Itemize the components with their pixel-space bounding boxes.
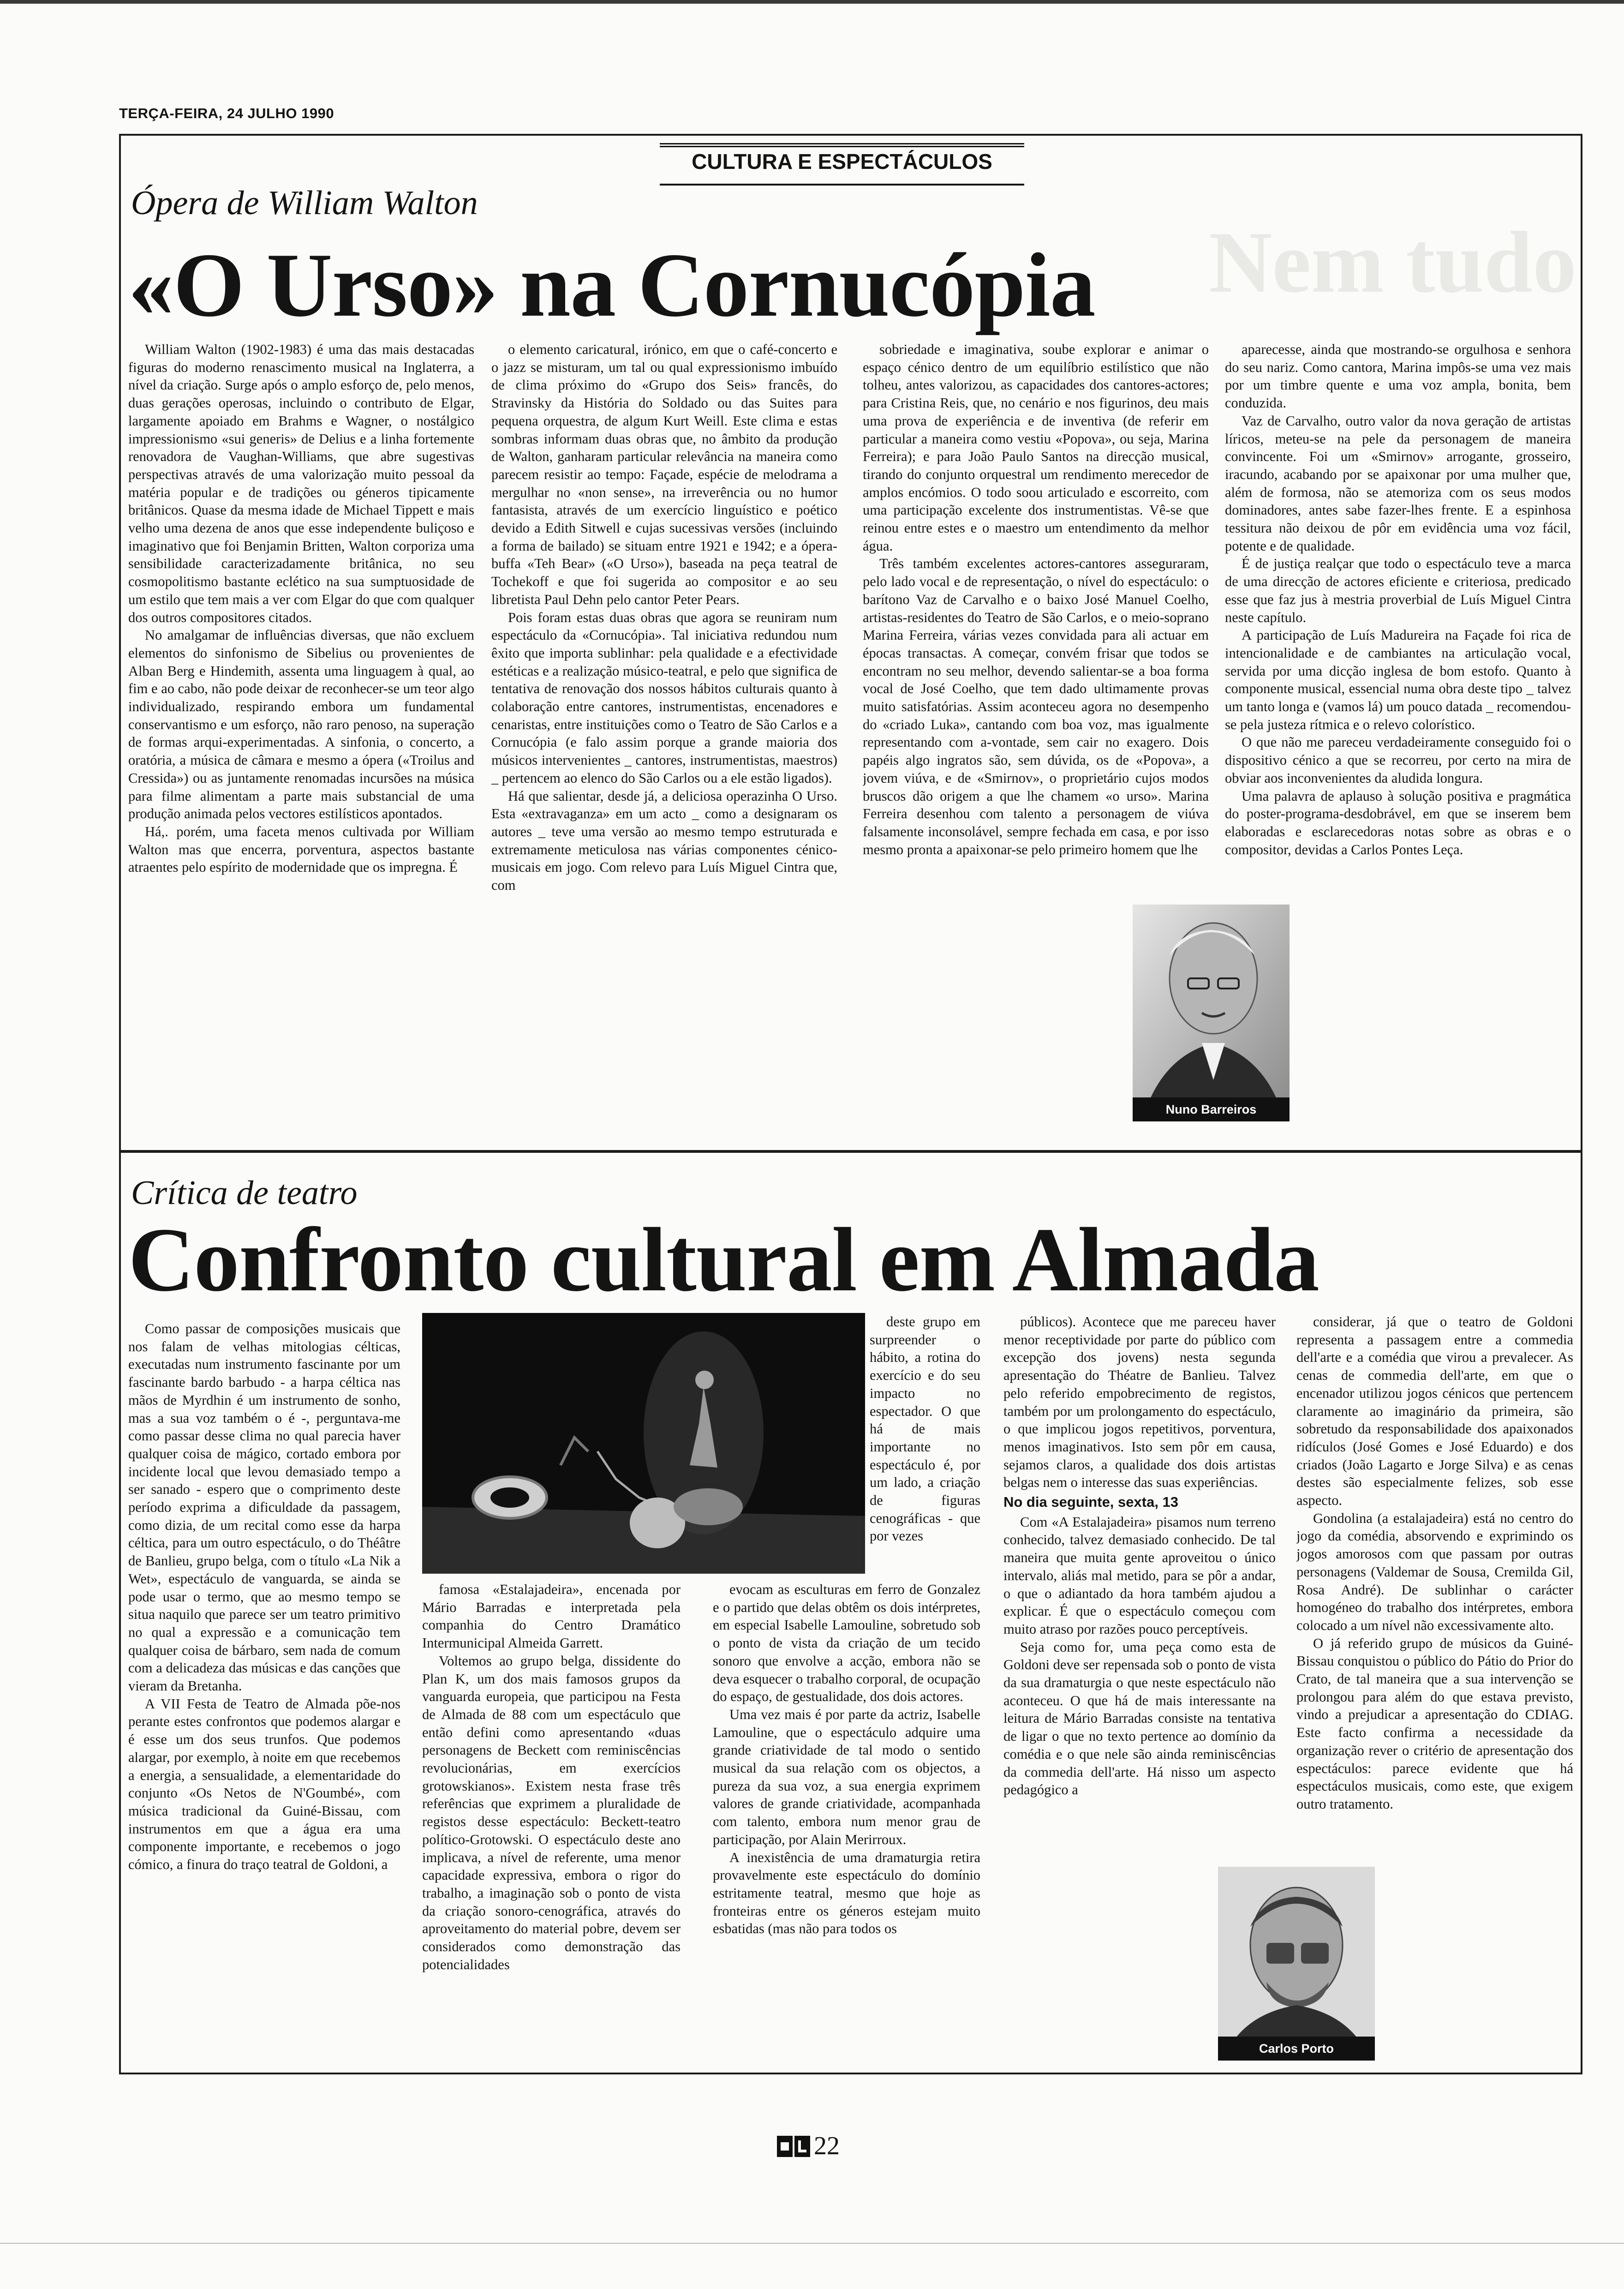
article1-photo-caption: Nuno Barreiros xyxy=(1133,1097,1290,1121)
article2-column-3-text: deste grupo em surpreender o hábito, a rotina do exercício e do seu impacto no espectador. O que há de mais importante no espectáculo é, por um lado, a criação de figuras cenográficas - que por vezes xyxy=(870,1314,980,1544)
article2-column-1-text: Como passar de composições musicais que nos falam de velhas mitologias célticas, executadas num instrumento fascinante por um fascinante bardo barbudo - a harpa céltica nas mãos de Myrdhin é um instrumento de sonho, mas a sua voz também o é -, perguntava-me como passar desse clima no qual parecia haver qualquer coisa de mágico, cortado embora por incidente local que levou demasiado tempo a ser sanado - espero que o comprimento deste período exprima a dificuldade da passagem, como dizia, de um recital como esse da harpa céltica, para um outro espectáculo, o do Théâtre de Banlieu, grupo belga, com o título «La Nik a Wet», espectáculo de vanguarda, se ainda se pode usar o termo, que ao mesmo tempo se situa naquilo que parece ser um teatro primitivo no qual a expressão e a comunicação tem qualquer coisa de bárbaro, sem nada de comum com a delicadeza das músicas e das canções que vieram da Bretanha. A VII Festa de Teatro de Almada põe-nos perante estes confrontos que podemos alargar e é esse um dos seus trunfos. Que podemos alargar, por exemplo, à noite em que recebemos a energia, a sensualidade, a elementaridade do conjunto «Os Netos de N'Goumbé», com música tradicional da Guiné-Bissau, com instrumentos em que a água era uma componente importante, e recebemos o jogo cómico, a finura do traço teatral de Goldoni, a xyxy=(128,1321,400,1873)
article2-column-5-text: considerar, já que o teatro de Goldoni representa a passagem entre a commedia dell'arte e a comédia que virou a prevalecer. As cenas de commedia dell'arte, em que o encenador utilizou jogos cénicos que pertencem claramente ao imaginário da primeira, são sobretudo da responsabilidade dos apaixonados ridículos (José Gomes e José Eduardo) e dos criados (João Lagarto e Jorge Silva) e as cenas destes são especialmente felizes, sob esse aspecto. Gondolina (a estalajadeira) está no centro do jogo da comédia, absorvendo e exprimindo os jogos amorosos com que passam por outras personagens (Valdemar de Sousa, Cremilda Gil, Rosa André). De sublinhar o carácter homogéneo do trabalho dos intérpretes, embora colocado a um nível não excessivamente alto. O já referido grupo de músicos da Guiné-Bissau conquistou o público do Pátio do Prior do Crato, de tal maneira que a sua intervenção se prolongou para além do que estava previsto, vindo a prejudicar a apresentação do CDIAG. Este facto confirma a necessidade da organização rever o critério de apresentação dos espectáculos: parece evidente que há espectáculos musicais, como este, que exigem outro tratamento. xyxy=(1296,1314,1573,1812)
article1-column-1-text: William Walton (1902-1983) é uma das mais destacadas figuras do moderno renascimento musical na Inglaterra, a nível da criação. Surge após o amplo esforço de, pelo menos, duas gerações operosas, incluindo o contributo de Elgar, largamente apoiado em Brahms e Wagner, o nostálgico impressionismo «sui generis» de Delius e a linha fortemente renovadora de Vaughan-Williams, que abre sugestivas perspectivas através de uma valorização muito pessoal da matéria popular e de tradições ou géneros tipicamente britânicos. Quase da mesma idade de Michael Tippett e mais velho uma dezena de anos que esse independente buliçoso e imaginativo que foi Benjamin Britten, Walton corporiza uma sensibilidade caracterizadamente britânica, no seu cosmopolitismo bastante eclético na sua sumptuosidade de um estilo que tem mais a ver com Elgar do que com qualquer dos outros compositores citados. No amalgamar de influências diversas, que não excluem elementos do sinfonismo de Sibelius ou provenientes de Alban Berg e Hindemith, assenta uma linguagem à qual, ao fim e ao cabo, não pode deixar de reconhecer-se um teor algo individualizado, respirando embora um fundamental conservantismo e um esforço, não raro penoso, na superação de formas arqui-experimentadas. A sinfonia, o concerto, a oratória, a música de câmara e mesmo a ópera («Troilus and Cressida») ou as juntamente renomadas incursões na música para filme alimentam a parte mais substancial de uma produção animada pelos vectores estilísticos apontados. Há,. porém, uma faceta menos cultivada por William Walton mas que encerra, porventura, aspectos bastante atraentes pelo espírito de modernidade que os impregna. É xyxy=(128,342,474,875)
article1-column-1 xyxy=(128,341,474,1139)
page-top-rule xyxy=(0,0,1624,4)
article2-column-2-text: famosa «Estalajadeira», encenada por Mário Barradas e interpretada pela companhia do Centro Dramático Intermunicipal Almeida Garrett. Voltemos ao grupo belga, dissidente do Plan K, um dos mais famosos grupos da vanguarda europeia, que participou na Festa de Almada de 88 com um espectáculo que então defini como apresentando «duas personagens de Beckett com reminiscências revolucionárias, em exercícios grotowskianos». Existem nesta frase três referências que exprimem a pluralidade de registos desse espectáculo: Beckett-teatro político-Grotowski. O espectáculo deste ano implicava, a nível de referente, uma menor capacidade expressiva, embora o rigor do trabalho, a imaginação sob o ponto de vista da criação sonoro-cenográfica, através do aproveitamento do material pobre, devem ser considerados como demonstração das potencialidades xyxy=(422,1582,681,1972)
portrait-image xyxy=(1218,1867,1375,2061)
page-number: 22 xyxy=(814,2132,840,2160)
article2-stage-photo xyxy=(422,1313,865,1574)
article1-column-4-text: aparecesse, ainda que mostrando-se orgulhosa e senhora do seu nariz. Como cantora, Marina impôs-se uma vez mais por um timbre quente e uma voz ampla, bonita, bem conduzida. Vaz de Carvalho, outro valor da nova geração de artistas líricos, meteu-se na pele da personagem de maneira convincente. Foi um «Smirnov» arrogante, grosseiro, iracundo, acabando por se apaixonar por uma mulher que, além de formosa, não se atemoriza com os seus modos dominadores, antes sabe fazer-lhes frente. E a espinhosa tessitura não deixou de pôr em evidência uma voz fácil, potente e de qualidade. É de justiça realçar que todo o espectáculo teve a marca de uma direcção de actores eficiente e criteriosa, predicado esse que faz jus à mestria proverbial de Luís Miguel Cintra neste capítulo. A participação de Luís Madureira na Façade foi rica de intencionalidade e de cambiantes na articulação vocal, servida por uma dicção inglesa de bom estofo. Quanto à componente musical, essencial numa obra deste tipo _ talvez um tanto longa e (vamos lá) um pouco datada _ recomendou-se pela justeza rítmica e o relevo colorístico. O que não me pareceu verdadeiramente conseguido foi o dispositivo cénico a que se recorreu, por certo na mira de obviar aos inconvenientes da aludida longura. Uma palavra de aplauso à solução positiva e pragmática do poster-programa-desdobrável, em que se inserem bem elaboradas e esclarecedoras notas sobre as obras e o compositor, devidas a Carlos Pontes Leça. xyxy=(1225,342,1571,857)
scan-edge-line xyxy=(0,2243,1624,2244)
stage-image xyxy=(422,1313,865,1574)
article1-headline: «O Urso» na Cornucópia xyxy=(128,234,1095,336)
article2-photo-caption: Carlos Porto xyxy=(1218,2037,1375,2061)
article2-column-4-text: públicos). Acontece que me pareceu haver menor receptividade por parte do público com excepção dos jovens) nesta segunda apresentação do Théatre de Banlieu. Talvez pelo referido empobrecimento de registos, também por um prolongamento do espectáculo, o que implicou jogos repetitivos, porventura, menos imaginativos. Isto sem pôr em causa, sejamos claros, a qualidade dos dois artistas belgas nem o interesse das suas experiências. xyxy=(1003,1314,1276,1491)
article2-subhead: No dia seguinte, sexta, 13 xyxy=(1003,1494,1179,1510)
article2-headline: Confronto cultural em Almada xyxy=(128,1209,1319,1310)
article2-column-1 xyxy=(128,1320,400,2067)
article-divider xyxy=(119,1150,1582,1153)
dateline: TERÇA-FEIRA, 24 JULHO 1990 xyxy=(119,105,334,121)
article2-column-2 xyxy=(422,1581,681,2070)
article1-author-photo xyxy=(1133,905,1290,1121)
article2-kicker: Crítica de teatro xyxy=(131,1174,358,1212)
article2-column-4b-text: Com «A Estalajadeira» pisamos num terreno conhecido, talvez demasiado conhecido. De tal maneira que muita gente aproveitou o único intervalo, aliás mal metido, para se pôr a andar, o que o adiantado da hora também ajudou a explicar. É que o espectáculo começou com muito atraso por razões pouco perceptíveis. Seja como for, uma peça como esta de Goldoni deve ser repensada sob o ponto de vista da sua dramaturgia o que neste espectáculo não aconteceu. O que há de mais interessante na leitura de Mário Barradas consiste na tentativa de ligar o que no texto pertence ao domínio da comédia e o que nele são ainda reminiscências da commedia dell'arte. Há nisso um aspecto pedagógico a xyxy=(1003,1514,1276,1798)
article1-column-3-text: sobriedade e imaginativa, soube explorar e animar o espaço cénico dentro de um equilíbrio estilístico que não tolheu, antes valorizou, as capacidades dos cantores-actores; para Cristina Reis, que, no cenário e nos figurinos, deu mais uma prova de experiência e de inventiva (de referir em particular a maneira como vestiu «Popova», ou seja, Marina Ferreira); e para João Paulo Santos na direcção musical, tirando do conjunto orquestral um rendimento merecedor de amplos encómios. O todo soou articulado e escorreito, com uma participação excelente dos instrumentistas. Vê-se que reinou entre estes e o maestro um entendimento da melhor água. Três também excelentes actores-cantores asseguraram, pelo lado vocal e de representação, o nível do espectáculo: o barítono Vaz de Carvalho e o baixo José Manuel Coelho, artistas-residentes do Teatro de São Carlos, e o meio-soprano Marina Ferreira, várias vezes convidada para ali actuar em épocas transactas. A começar, convém frisar que todos se encontram no seu melhor, devendo salientar-se a boa forma vocal de José Coelho, que tem dado ultimamente provas muito satisfatórias. Assim aconteceu agora no desempenho do «criado Luka», cantando com boa voz, mas igualmente representando com a-vontade, sem cair no exagero. Dois papéis algo ingratos são, sem dúvida, os de «Popova», a jovem viúva, e de «Smirnov», o proprietário cujos modos bruscos dão origem a que lhe chamem «o urso». Marina Ferreira desenhou com talento a personagem de viúva falsamente inconsolável, sempre fechada em casa, e por isso mesmo pronta a apaixonar-se pelo primeiro homem que lhe xyxy=(863,342,1209,857)
section-header: CULTURA E ESPECTÁCULOS xyxy=(660,143,1024,186)
article2-author-photo xyxy=(1218,1867,1375,2061)
article1-column-2 xyxy=(491,341,837,1139)
bleed-through-text: Nem tudo xyxy=(1209,214,1576,311)
article2-column-3b-text: evocam as esculturas em ferro de Gonzalez e o partido que delas obtêm os dois intérpretes, em especial Isabelle Lamouline, sobretudo sob o ponto de vista da criação de um tecido sonoro que envolve a acção, embora não se deva esquecer o trabalho corporal, de ocupação do espaço, de gestualidade, dos dois actores. Uma vez mais é por parte da actriz, Isabelle Lamouline, que o espectáculo adquire uma grande criatividade de tal modo o sentido musical da sua relação com os objectos, a pureza da sua voz, a sua energia exprimem valores de grande criatividade, acompanhada com talento, embora num menor grau de participação, por Alain Merirroux. A inexistência de uma dramaturgia retira provavelmente este espectáculo do domínio estritamente teatral, mesmo que hoje as fronteiras entre os géneros estejam muito esbatidas (mas não para todos os xyxy=(713,1582,980,1937)
article1-kicker: Ópera de William Walton xyxy=(131,184,478,222)
newspaper-logo-icon xyxy=(777,2136,810,2157)
article1-column-2-text: o elemento caricatural, irónico, em que o café-concerto e o jazz se misturam, um tal ou qual expressionismo imbuído de clima próximo do «Grupo dos Seis» francês, do Stravinsky da História do Soldado ou das Suites para pequena orquestra, de algum Kurt Weill. Este clima e estas sombras informam duas obras que, no âmbito da produção de Walton, ganharam particular relevância na maneira como parecem resistir ao tempo: Façade, espécie de melodrama a mergulhar no «non sense», na irreverência ou no humor fantasista, através de um exercício linguístico e poético devido a Edith Sitwell e cujas sucessivas versões (incluindo a forma de bailado) se situam entre 1921 e 1942; e a ópera-buffa «Teh Bear» («O Urso»), baseada na peça teatral de Tochekoff e que foi sugerida ao compositor e ao seu libretista Paul Dehn pelo cantor Peter Pears. Pois foram estas duas obras que agora se reuniram num espectáculo da «Cornucópia». Tal iniciativa redundou num êxito que importa sublinhar: pela qualidade e a efectividade estéticas e a realização músico-teatral, e pelo que significa de tentativa de renovação dos nossos hábitos culturais quanto à colaboração entre cantores, instrumentistas, encenadores e cenaristas, entre instituições como o Teatro de São Carlos e a Cornucópia (e falo assim porque a grande maioria dos músicos intervenientes _ cantores, instrumentistas, maestros) _ pertencem ao elenco do São Carlos ou a ele estão ligados). Há que salientar, desde já, a deliciosa operazinha O Urso. Esta «extravaganza» em um acto _ como a designaram os autores _ teve uma versão ao mesmo tempo estruturada e extremamente meticulosa nas várias componentes cénico-musicais em jogo. Com relevo para Luís Miguel Cintra que, com xyxy=(491,342,837,893)
article2-column-3-top xyxy=(870,1313,980,1578)
article1-column-3-top xyxy=(863,341,1209,908)
portrait-image xyxy=(1133,905,1290,1121)
article2-column-3 xyxy=(713,1581,980,2070)
